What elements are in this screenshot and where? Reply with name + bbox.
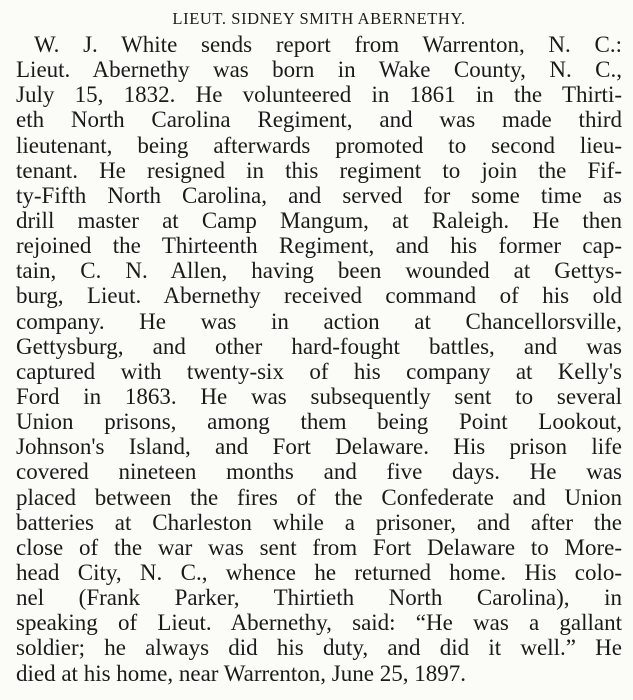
- text-line: rejoined the Thirteenth Regiment, and his former cap-: [16, 233, 622, 259]
- text-line: burg, Lieut. Abernethy received command of his old: [16, 283, 622, 309]
- text-line: drill master at Camp Mangum, at Raleigh. He then: [16, 207, 622, 233]
- text-line: speaking of Lieut. Abernethy, said: “He was a gallant: [16, 610, 622, 636]
- text-line: captured with twenty-six of his company at Kelly's: [16, 358, 622, 384]
- text-line: Lieut. Abernethy was born in Wake County, N. C.,: [16, 57, 622, 83]
- text-line: W. J. White sends report from Warrenton, N. C.:: [34, 32, 622, 57]
- text-line: died at his home, near Warrenton, June 25, 1897.: [16, 660, 466, 686]
- document-page: [16, 6, 622, 696]
- text-line: company. He was in action at Chancellorsville,: [16, 308, 622, 334]
- text-line: tain, C. N. Allen, having been wounded at Gettys-: [16, 258, 622, 284]
- text-line: ty-Fifth North Carolina, and served for some time as: [16, 182, 622, 208]
- text-line: July 15, 1832. He volunteered in 1861 in the Thirti-: [16, 82, 622, 108]
- text-line: nel (Frank Parker, Thirtieth North Carolina), in: [16, 585, 622, 611]
- text-line: placed between the fires of the Confederate and Union: [16, 484, 622, 510]
- text-line: Gettysburg, and other hard-fought battles, and was: [16, 333, 622, 359]
- text-line: eth North Carolina Regiment, and was made third: [16, 107, 622, 133]
- text-line: Johnson's Island, and Fort Delaware. His prison life: [16, 434, 622, 460]
- text-line: Union prisons, among them being Point Lookout,: [16, 409, 622, 435]
- article-heading: LIEUT. SIDNEY SMITH ABERNETHY.: [172, 9, 466, 28]
- text-line: Ford in 1863. He was subsequently sent to several: [16, 383, 622, 409]
- text-line: batteries at Charleston while a prisoner, and after the: [16, 509, 622, 535]
- text-line: close of the war was sent from Fort Delaware to More-: [16, 534, 622, 560]
- text-line: soldier; he always did his duty, and did it well.” He: [16, 635, 622, 661]
- text-line: covered nineteen months and five days. He was: [16, 459, 622, 485]
- article-body: [16, 32, 622, 686]
- text-line: tenant. He resigned in this regiment to join the Fif-: [16, 157, 622, 183]
- text-line: lieutenant, being afterwards promoted to second lieu-: [16, 132, 622, 158]
- text-line: head City, N. C., whence he returned home. His colo-: [16, 559, 622, 585]
